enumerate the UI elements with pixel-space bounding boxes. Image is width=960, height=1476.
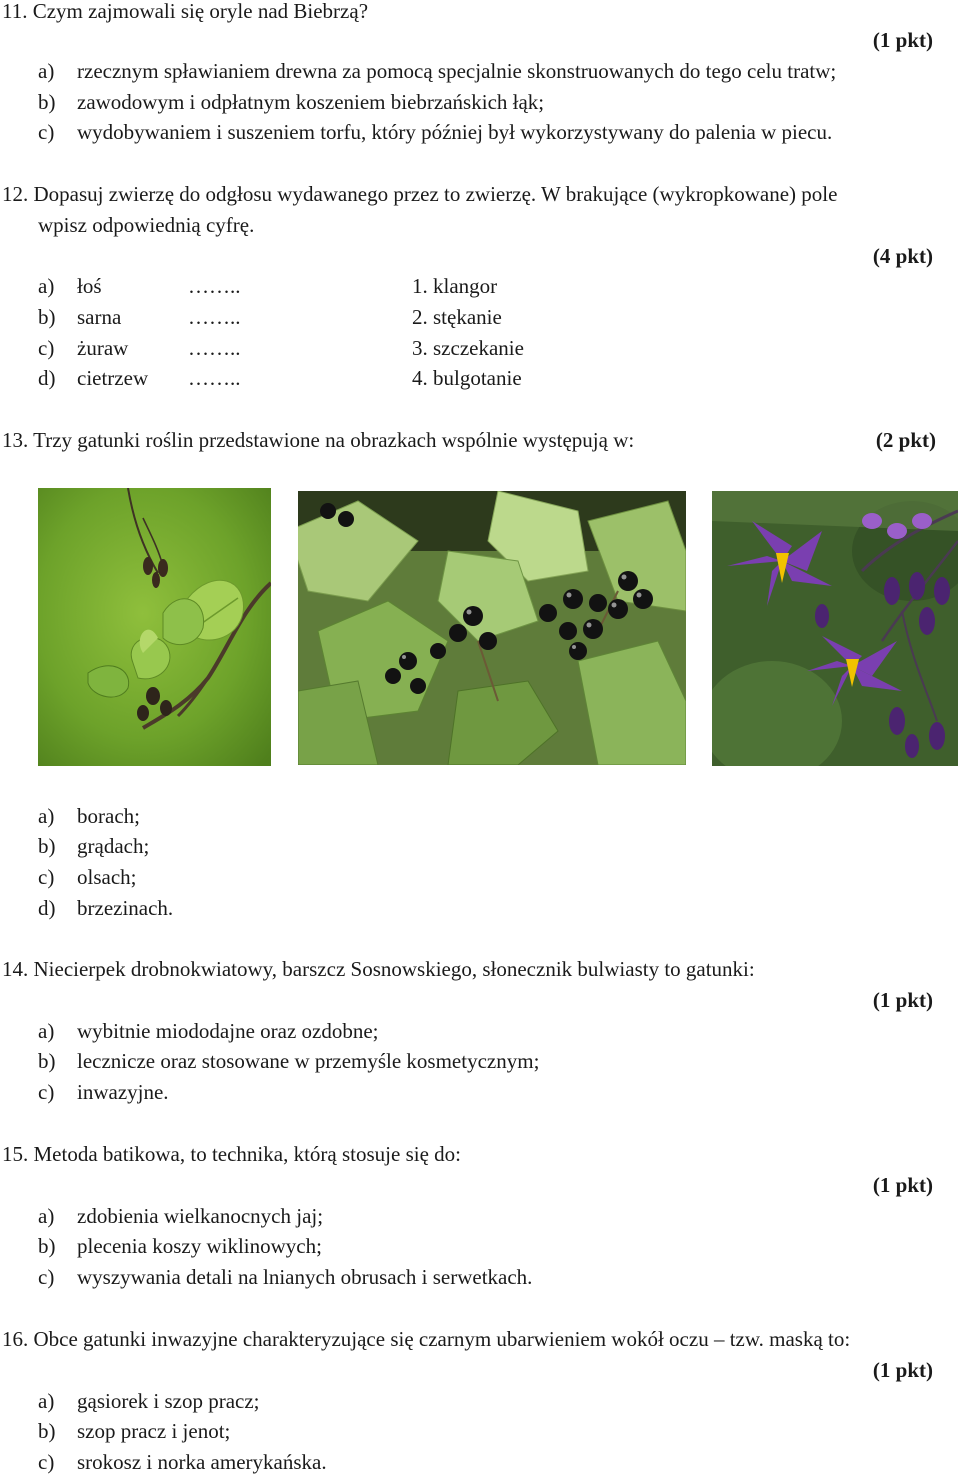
q13-option-c: c) olsach; <box>38 865 137 889</box>
answer-blank[interactable]: …….. <box>188 274 241 298</box>
q11-option-b: b) zawodowym i odpłatnym koszeniem biebrzańskich łąk; <box>38 90 545 114</box>
q11-option-c: c) wydobywaniem i suszeniem torfu, który później był wykorzystywany do palenia w piecu. <box>38 120 833 144</box>
q12-question-line1: 12. Dopasuj zwierzę do odgłosu wydawanego przez to zwierzę. W brakujące (wykropkowane) pole <box>2 182 838 206</box>
q14-option-c: c) inwazyjne. <box>38 1080 169 1104</box>
q12-points: (4 pkt) <box>872 244 933 268</box>
q13-option-a: a) borach; <box>38 804 140 828</box>
animal-name: żuraw <box>77 336 129 360</box>
sound-option: 4. bulgotanie <box>412 366 522 390</box>
q16-option-a: a) gąsiorek i szop pracz; <box>38 1389 260 1413</box>
q15-question: 15. Metoda batikowa, to technika, którą stosuje się do: <box>2 1142 461 1166</box>
sound-option: 1. klangor <box>412 274 498 298</box>
q16-option-b: b) szop pracz i jenot; <box>38 1419 231 1443</box>
q15-points: (1 pkt) <box>872 1173 933 1197</box>
animal-name: cietrzew <box>77 366 149 390</box>
q11-question: 11. Czym zajmowali się oryle nad Biebrzą? <box>2 0 369 23</box>
q14-points: (1 pkt) <box>872 988 933 1012</box>
q16-points: (1 pkt) <box>872 1358 933 1382</box>
q13-points: (2 pkt) <box>875 428 936 452</box>
q12-question-line2: wpisz odpowiednią cyfrę. <box>38 213 255 237</box>
animal-name: sarna <box>77 305 122 329</box>
q15-option-a: a) zdobienia wielkanocnych jaj; <box>38 1204 324 1228</box>
q11-points: (1 pkt) <box>872 28 933 52</box>
blackcurrant-photo <box>298 491 686 765</box>
q14-option-a: a) wybitnie miododajne oraz ozdobne; <box>38 1019 379 1043</box>
q14-option-b: b) lecznicze oraz stosowane w przemyśle kosmetycznym; <box>38 1049 540 1073</box>
q14-question: 14. Niecierpek drobnokwiatowy, barszcz Sosnowskiego, słonecznik bulwiasty to gatunki: <box>2 957 755 981</box>
q15-option-c: c) wyszywania detali na lnianych obrusach i serwetkach. <box>38 1265 533 1289</box>
answer-blank[interactable]: …….. <box>188 336 241 360</box>
q13-option-d: d) brzezinach. <box>38 896 174 920</box>
q15-option-b: b) plecenia koszy wiklinowych; <box>38 1234 322 1258</box>
sound-option: 2. stękanie <box>412 305 502 329</box>
bittersweet-nightshade-photo <box>712 491 958 766</box>
q13-question: 13. Trzy gatunki roślin przedstawione na obrazkach wspólnie występują w: <box>2 428 635 452</box>
answer-blank[interactable]: …….. <box>188 305 241 329</box>
q16-question: 16. Obce gatunki inwazyjne charakteryzujące się czarnym ubarwieniem wokół oczu – tzw. maską to: <box>2 1327 851 1351</box>
animal-name: łoś <box>77 274 102 298</box>
q13-option-b: b) grądach; <box>38 834 150 858</box>
alder-branch-photo <box>38 488 271 766</box>
sound-option: 3. szczekanie <box>412 336 524 360</box>
q11-option-a: a) rzecznym spławianiem drewna za pomocą specjalnie skonstruowanych do tego celu tratw; <box>38 59 837 83</box>
answer-blank[interactable]: …….. <box>188 366 241 390</box>
q16-option-c: c) srokosz i norka amerykańska. <box>38 1450 327 1474</box>
